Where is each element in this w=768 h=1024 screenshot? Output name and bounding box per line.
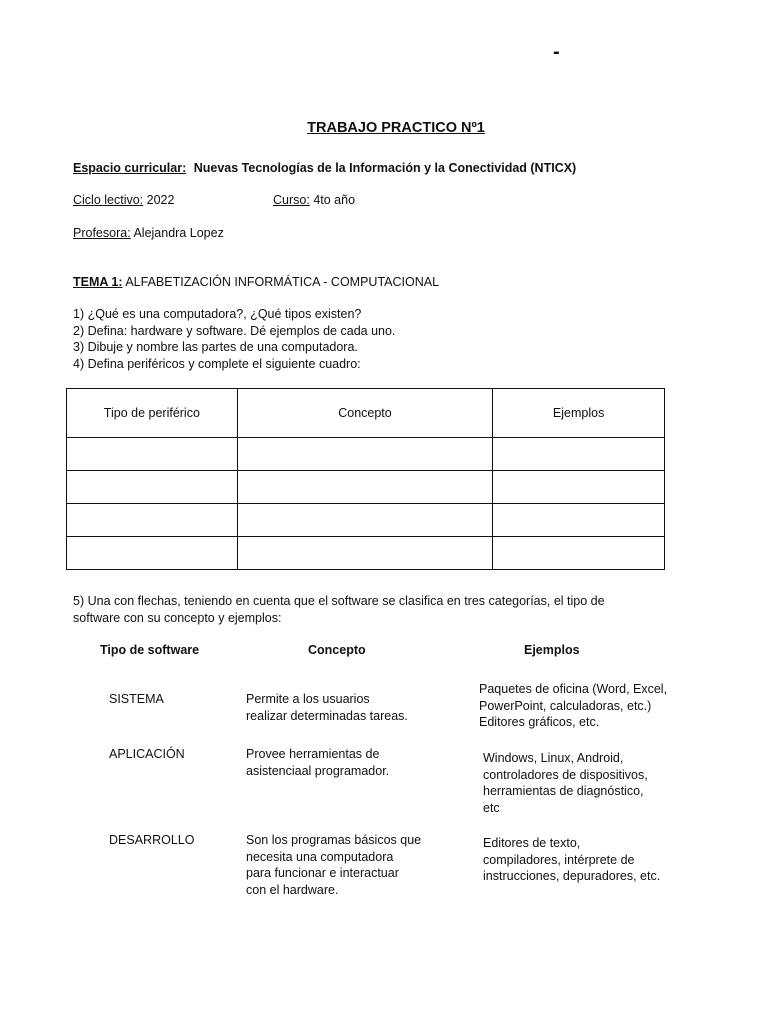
curso-value: 4to año (313, 193, 356, 207)
ejemplo-line: compiladores, intérprete de (483, 852, 635, 867)
concepto-line: realizar determinadas tareas. (246, 708, 408, 723)
profesora-label: Profesora: (73, 226, 131, 240)
concepto-line: Son los programas básicos que (246, 833, 422, 847)
table-cell[interactable] (493, 438, 665, 471)
questions-list (73, 306, 395, 372)
matching-header-ejemplos: Ejemplos (524, 643, 580, 657)
concepto-line: necesita una computadora (246, 849, 394, 864)
header-mark: - (553, 41, 560, 63)
concepto-line: Provee herramientas de (246, 747, 380, 761)
ejemplo-line: Windows, Linux, Android, (483, 751, 624, 765)
table-cell[interactable] (237, 471, 493, 504)
table-cell[interactable] (67, 537, 238, 570)
matching-header-tipo: Tipo de software (100, 643, 200, 657)
table-header-cell: Ejemplos (493, 389, 665, 438)
matching-header-concepto: Concepto (308, 643, 366, 657)
table-cell[interactable] (67, 504, 238, 537)
espacio-label: Espacio curricular: (73, 161, 187, 175)
tipo-item: DESARROLLO (109, 833, 195, 847)
ejemplo-line: Editores gráficos, etc. (479, 715, 600, 729)
tipo-item: SISTEMA (109, 692, 164, 706)
tema-value: ALFABETIZACIÓN INFORMÁTICA - COMPUTACIONAL (125, 275, 440, 289)
ejemplo-item (483, 835, 660, 885)
table-header-cell: Concepto (237, 389, 493, 438)
ejemplo-line: instrucciones, depuradores, etc. (483, 869, 661, 883)
tema-label: TEMA 1: (73, 275, 123, 289)
ejemplo-line: Paquetes de oficina (Word, Excel, (479, 682, 668, 696)
curso-label: Curso: (273, 193, 310, 207)
ciclo-label: Ciclo lectivo: (73, 193, 144, 207)
table-header-row (67, 389, 665, 438)
ejemplo-item (479, 681, 667, 731)
document-title: TRABAJO PRACTICO Nº1 (307, 120, 485, 136)
tipo-item: APLICACIÓN (109, 747, 185, 761)
ejemplo-line: etc (483, 800, 500, 815)
tema-line (73, 274, 439, 290)
concepto-line: Permite a los usuarios (246, 692, 370, 706)
table-row (67, 438, 665, 471)
table-cell[interactable] (67, 471, 238, 504)
peripheral-table (66, 388, 665, 570)
espacio-value: Nuevas Tecnologías de la Información y la Conectividad (NTICX) (193, 161, 577, 175)
question-item: 2) Defina: hardware y software. Dé ejemplos de cada uno. (73, 323, 396, 338)
table-cell[interactable] (237, 504, 493, 537)
ejemplo-line: controladores de dispositivos, (483, 767, 648, 782)
concepto-line: con el hardware. (246, 882, 339, 897)
profesora-line (73, 225, 224, 241)
table-cell[interactable] (493, 504, 665, 537)
table-cell[interactable] (237, 438, 493, 471)
question-item: 1) ¿Qué es una computadora?, ¿Qué tipos existen? (73, 307, 362, 321)
ejemplo-line: herramientas de diagnóstico, (483, 784, 644, 798)
table-row (67, 537, 665, 570)
ejemplo-item (483, 750, 648, 816)
ejemplo-line: Editores de texto, (483, 836, 581, 850)
ciclo-value: 2022 (146, 193, 175, 207)
table-cell[interactable] (493, 537, 665, 570)
table-row (67, 504, 665, 537)
ciclo-lectivo-line (73, 192, 174, 208)
question-item: 4) Defina periféricos y complete el siguiente cuadro: (73, 356, 361, 371)
table-cell[interactable] (493, 471, 665, 504)
profesora-value: Alejandra Lopez (133, 226, 224, 240)
concepto-item (246, 691, 408, 724)
concepto-line: para funcionar e interactuar (246, 866, 399, 880)
question-item: 3) Dibuje y nombre las partes de una computadora. (73, 340, 358, 354)
table-cell[interactable] (237, 537, 493, 570)
concepto-line: asistenciaal programador. (246, 763, 390, 778)
ejemplo-line: PowerPoint, calculadoras, etc.) (479, 698, 652, 713)
question-5: 5) Una con flechas, teniendo en cuenta que el software se clasifica en tres categorías, el tipo de software con su concepto y ejemplos: (73, 594, 605, 625)
curso-line (273, 192, 355, 208)
concepto-item (246, 832, 421, 898)
table-row (67, 471, 665, 504)
table-header-cell: Tipo de periférico (67, 389, 238, 438)
concepto-item (246, 746, 389, 779)
espacio-curricular-line (73, 160, 576, 176)
table-cell[interactable] (67, 438, 238, 471)
